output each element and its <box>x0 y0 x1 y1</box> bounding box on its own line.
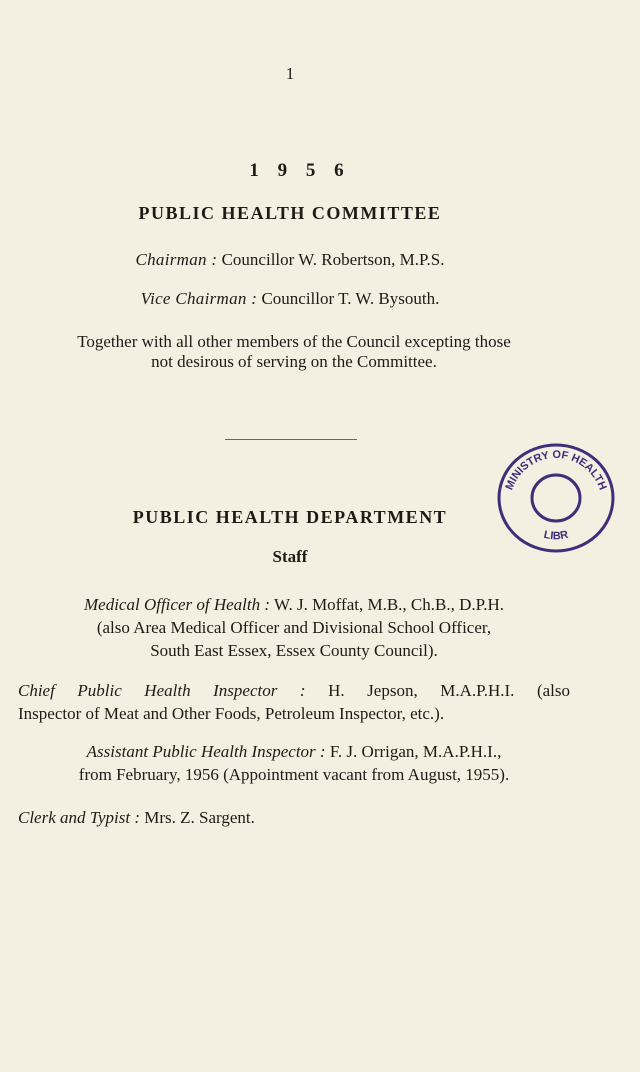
staff-entry-medical-officer <box>18 593 570 662</box>
department-heading: PUBLIC HEALTH DEPARTMENT <box>132 507 448 527</box>
membership-note <box>18 332 570 372</box>
committee-heading: PUBLIC HEALTH COMMITTEE <box>138 203 442 223</box>
membership-note-line: Together with all other members of the Council excepting those <box>77 332 511 351</box>
staff-entry-text: H. Jepson, M.A.P.H.I. (also <box>328 681 571 700</box>
staff-entry-line: Inspector of Meat and Other Foods, Petroleum Inspector, etc.). <box>18 704 445 723</box>
staff-role-label: Assistant Public Health Inspector : <box>86 742 326 761</box>
membership-note-line: not desirous of serving on the Committee. <box>151 352 437 371</box>
vice-chairman-name: Councillor T. W. Bysouth. <box>261 289 440 308</box>
chairman-name: Councillor W. Robertson, M.P.S. <box>221 250 445 269</box>
staff-entry-clerk <box>18 806 570 829</box>
staff-role-label: Clerk and Typist : <box>18 808 140 827</box>
chairman-label: Chairman : <box>135 250 218 269</box>
staff-entry-line: South East Essex, Essex County Council). <box>150 641 438 660</box>
staff-entry-line: from February, 1956 (Appointment vacant from August, 1955). <box>78 765 510 784</box>
report-year: 1 9 5 6 <box>249 160 351 181</box>
section-divider <box>225 439 357 440</box>
staff-entry-assistant-inspector <box>18 740 570 786</box>
staff-heading: Staff <box>272 547 308 566</box>
page-number: 1 <box>285 64 295 83</box>
vice-chairman-line <box>0 289 580 309</box>
library-stamp-icon <box>492 434 620 558</box>
staff-entry-line <box>18 593 570 616</box>
staff-entry-line: (also Area Medical Officer and Divisional School Officer, <box>96 618 492 637</box>
stamp-text-bottom: LIBR <box>542 528 570 543</box>
staff-entry-text: W. J. Moffat, M.B., Ch.B., D.P.H. <box>273 595 504 614</box>
vice-chairman-label: Vice Chairman : <box>140 289 258 308</box>
staff-entry-line <box>18 740 570 763</box>
staff-role-label: Medical Officer of Health : <box>84 595 271 614</box>
staff-entry-text: Mrs. Z. Sargent. <box>144 808 255 827</box>
stamp-text-top: MINISTRY OF HEALTH <box>503 448 609 492</box>
staff-entry-chief-inspector <box>18 679 570 725</box>
staff-entry-line <box>18 679 570 702</box>
staff-role-label: Chief Public Health Inspector : <box>18 681 306 700</box>
chairman-line <box>0 250 580 270</box>
staff-entry-text: F. J. Orrigan, M.A.P.H.I., <box>329 742 502 761</box>
